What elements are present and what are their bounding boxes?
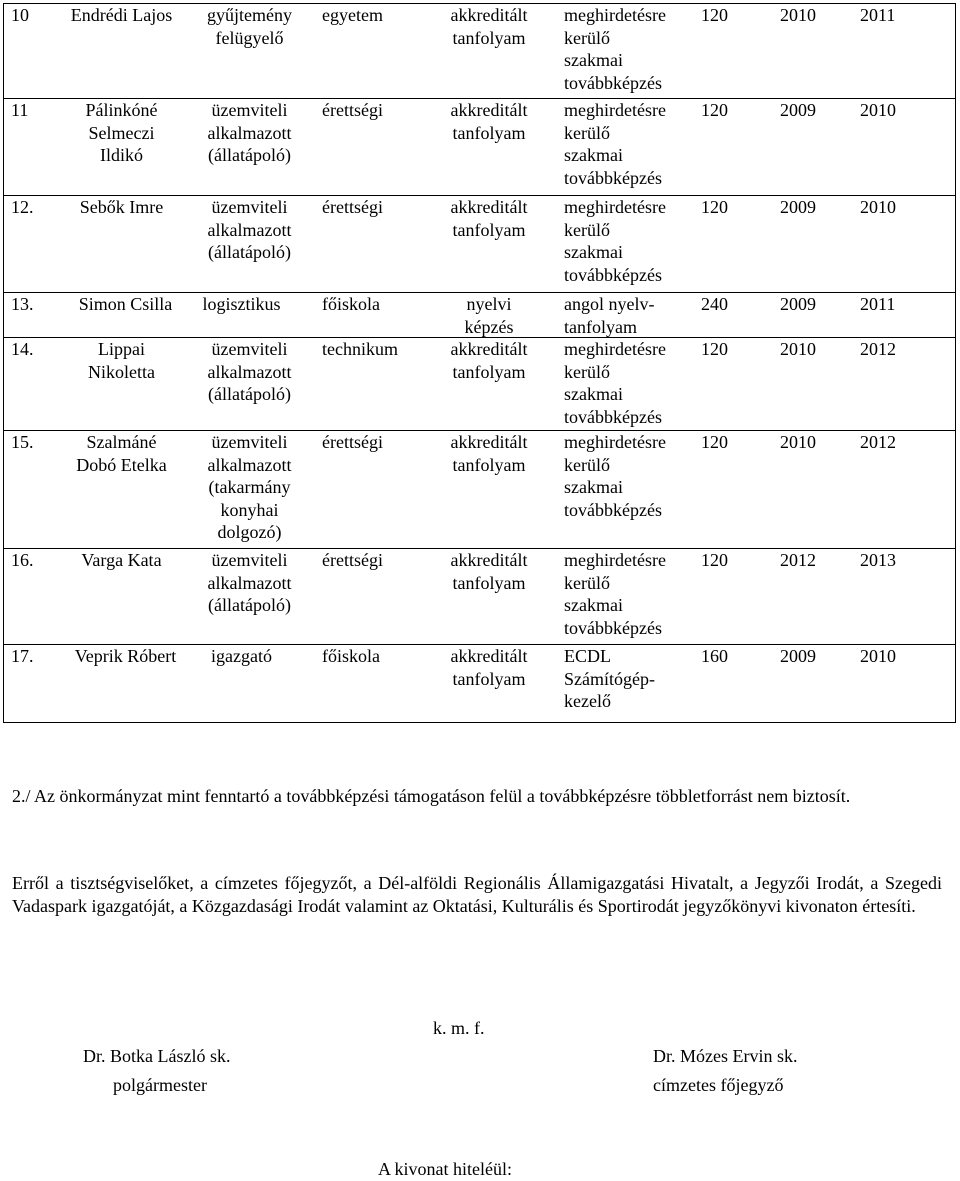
cell-line: akkreditált	[450, 5, 528, 25]
cell-line: üzemviteli	[211, 432, 288, 452]
cell-num	[11, 4, 29, 27]
cell-line: kerülő	[564, 454, 610, 475]
table-row-cell	[4, 549, 956, 645]
cell-line: ECDL	[564, 646, 611, 666]
cell-education	[322, 293, 380, 316]
cell-num	[11, 338, 34, 361]
cell-line: nyelvi	[466, 294, 512, 314]
cell-line: akkreditált	[450, 432, 528, 452]
cell-line: érettségi	[322, 100, 383, 120]
cell-line: meghirdetésre	[564, 197, 666, 217]
cell-program	[564, 431, 666, 521]
cell-hours: 160	[701, 646, 728, 666]
cell-line: gyűjtemény	[207, 5, 292, 25]
cell-line: meghirdetésre	[564, 339, 666, 359]
table-row	[4, 645, 956, 723]
cell-line: szakmai	[564, 145, 623, 165]
cell-name	[64, 196, 179, 219]
cell-name	[64, 431, 179, 476]
cell-hours: 120	[701, 197, 728, 217]
cell-line: Lippai	[98, 339, 145, 359]
cell-name	[64, 549, 179, 572]
cell-line: akkreditált	[450, 197, 528, 217]
cell-line: továbbképzés	[564, 72, 662, 93]
table-row	[4, 431, 956, 549]
cell-position	[197, 4, 302, 49]
cell-line: Dobó Etelka	[76, 454, 167, 475]
cell-line: üzemviteli	[211, 197, 288, 217]
cell-type	[434, 431, 544, 476]
cell-position	[197, 431, 302, 544]
cell-program	[564, 549, 666, 639]
cell-line: tanfolyam	[452, 572, 526, 593]
cell-line: igazgató	[211, 646, 272, 666]
cell-line: tanfolyam	[452, 668, 526, 689]
cell-line: kezelő	[564, 691, 611, 711]
cell-program	[564, 4, 666, 94]
cell-line: kerülő	[564, 572, 610, 593]
cell-start: 2012	[780, 550, 816, 570]
cell-line: üzemviteli	[211, 100, 288, 120]
cell-program	[564, 645, 655, 713]
cell-hours: 240	[701, 294, 728, 314]
cell-name	[64, 99, 179, 167]
cell-line: technikum	[322, 339, 398, 359]
cell-line: szakmai	[564, 595, 623, 615]
cell-end: 2010	[860, 100, 896, 120]
table-row	[4, 549, 956, 645]
cell-line: Veprik Róbert	[74, 646, 177, 666]
cell-position	[197, 196, 302, 264]
cell-line: továbbképzés	[564, 264, 662, 285]
cell-type	[434, 99, 544, 144]
cell-position	[197, 99, 302, 167]
cell-line: Selmeczi	[88, 122, 155, 143]
cell-line: Varga Kata	[81, 550, 162, 570]
cell-start: 2010	[780, 5, 816, 25]
table-row-cell	[4, 645, 956, 723]
cell-line: 13.	[11, 294, 34, 314]
cell-line: főiskola	[322, 294, 380, 314]
cell-education	[322, 431, 383, 454]
cell-num	[11, 99, 28, 122]
table-row-cell	[4, 293, 956, 338]
cell-line: alkalmazott	[207, 219, 292, 240]
cell-line: tanfolyam	[452, 454, 526, 475]
cell-line: meghirdetésre	[564, 432, 666, 452]
cell-line: kerülő	[564, 219, 610, 240]
cell-end: 2011	[860, 5, 896, 25]
cell-hours: 120	[701, 339, 728, 359]
table-row-cell	[4, 338, 956, 431]
table-row	[4, 99, 956, 196]
cell-position	[197, 549, 302, 617]
cell-line: szakmai	[564, 242, 623, 262]
cell-name	[64, 4, 179, 27]
signature-mayor-title: polgármester	[113, 1075, 207, 1095]
cell-line: (takarmány	[208, 477, 291, 497]
staff-training-table	[3, 3, 956, 723]
cell-line: (állatápoló)	[208, 595, 291, 615]
signature-mayor-name: Dr. Botka László sk.	[83, 1046, 231, 1066]
cell-line: Sebők Imre	[79, 197, 164, 217]
cell-line: logisztikus	[202, 294, 281, 314]
table-row	[4, 293, 956, 338]
cell-line: meghirdetésre	[564, 550, 666, 570]
cell-start: 2009	[780, 197, 816, 217]
cell-line: továbbképzés	[564, 499, 662, 520]
cell-line: 16.	[11, 550, 34, 570]
cell-end: 2012	[860, 339, 896, 359]
cell-type	[434, 293, 544, 338]
cell-name	[68, 293, 183, 316]
cell-type	[434, 338, 544, 383]
cell-start: 2009	[780, 294, 816, 314]
cell-line: akkreditált	[450, 550, 528, 570]
cell-type	[434, 549, 544, 594]
table-row	[4, 196, 956, 293]
cell-line: tanfolyam	[452, 361, 526, 382]
certification-line: A kivonat hiteléül:	[378, 1159, 512, 1179]
cell-position	[189, 293, 294, 316]
cell-program	[564, 196, 666, 286]
cell-line: konyhai	[220, 499, 279, 520]
kmf-mark: k. m. f.	[433, 1018, 485, 1038]
cell-line: tanfolyam	[452, 219, 526, 240]
cell-num	[11, 196, 34, 219]
cell-line: érettségi	[322, 432, 383, 452]
cell-line: 12.	[11, 197, 34, 217]
cell-education	[322, 645, 380, 668]
cell-line: szakmai	[564, 50, 623, 70]
cell-line: képzés	[464, 316, 514, 337]
cell-line: továbbképzés	[564, 617, 662, 638]
cell-program	[564, 293, 654, 338]
cell-line: továbbképzés	[564, 167, 662, 188]
cell-name	[68, 645, 183, 668]
table-row-cell	[4, 99, 956, 196]
table-row-cell	[4, 431, 956, 549]
cell-line: Nikoletta	[88, 361, 155, 382]
cell-education	[322, 196, 383, 219]
cell-line: kerülő	[564, 361, 610, 382]
cell-education	[322, 549, 383, 572]
cell-name	[64, 338, 179, 383]
cell-line: alkalmazott	[207, 122, 292, 143]
cell-line: Simon Csilla	[78, 294, 173, 314]
cell-line: egyetem	[322, 5, 383, 25]
cell-line: 11	[11, 100, 29, 120]
cell-line: alkalmazott	[207, 361, 292, 382]
cell-type	[434, 645, 544, 690]
paragraph-funding-statement: 2./ Az önkormányzat mint fenntartó a továbbképzési támogatáson felül a továbbképzésre többletforrást nem biztosít.	[12, 786, 851, 806]
cell-program	[564, 338, 666, 428]
cell-line: 15.	[11, 432, 34, 452]
cell-line: kerülő	[564, 122, 610, 143]
cell-position	[189, 645, 294, 668]
cell-program	[564, 99, 666, 189]
cell-start: 2010	[780, 339, 816, 359]
cell-position	[197, 338, 302, 406]
cell-end: 2011	[860, 294, 896, 314]
cell-line: 10	[11, 5, 29, 25]
cell-line: továbbképzés	[564, 406, 662, 427]
cell-line: akkreditált	[450, 646, 528, 666]
cell-line: akkreditált	[450, 100, 528, 120]
cell-line: Endrédi Lajos	[70, 5, 173, 25]
cell-start: 2009	[780, 100, 816, 120]
paragraph-notification: Erről a tisztségviselőket, a címzetes főjegyzőt, a Dél-alföldi Regionális Államigazgatási Hivatalt, a Jegyzői Irodát, a Szegedi Vadaspark igazgatóját, a Közgazdasági Irodát valamint az Oktatási, Kulturális és Sportirodát jegyzőkönyvi kivonaton értesíti.	[12, 873, 942, 916]
cell-hours: 120	[701, 550, 728, 570]
cell-line: (állatápoló)	[208, 145, 291, 165]
cell-line: Számítógép-	[564, 668, 655, 689]
cell-line: kerülő	[564, 27, 610, 48]
cell-education	[322, 4, 383, 27]
cell-hours: 120	[701, 432, 728, 452]
cell-line: dolgozó)	[217, 522, 282, 542]
cell-line: 14.	[11, 339, 34, 359]
cell-line: meghirdetésre	[564, 5, 666, 25]
cell-type	[434, 4, 544, 49]
cell-num	[11, 293, 34, 316]
cell-hours: 120	[701, 5, 728, 25]
cell-line: Ildikó	[100, 145, 143, 165]
cell-line: akkreditált	[450, 339, 528, 359]
cell-start: 2010	[780, 432, 816, 452]
table-row-cell	[4, 196, 956, 293]
cell-education	[322, 99, 383, 122]
cell-line: érettségi	[322, 550, 383, 570]
signature-notary-title: címzetes főjegyző	[653, 1075, 784, 1095]
cell-line: (állatápoló)	[208, 384, 291, 404]
cell-line: felügyelő	[215, 27, 284, 48]
cell-line: tanfolyam	[564, 316, 637, 337]
signature-notary-name: Dr. Mózes Ervin sk.	[653, 1046, 798, 1066]
cell-line: üzemviteli	[211, 550, 288, 570]
cell-line: tanfolyam	[452, 122, 526, 143]
cell-line: 17.	[11, 646, 34, 666]
cell-line: főiskola	[322, 646, 380, 666]
cell-line: Szalmáné	[86, 432, 157, 452]
cell-line: Pálinkóné	[85, 100, 158, 120]
cell-line: angol nyelv-	[564, 294, 655, 314]
cell-line: üzemviteli	[211, 339, 288, 359]
cell-end: 2010	[860, 197, 896, 217]
cell-line: szakmai	[564, 477, 623, 497]
cell-end: 2012	[860, 432, 896, 452]
cell-line: tanfolyam	[452, 27, 526, 48]
cell-line: alkalmazott	[207, 454, 292, 475]
cell-line: szakmai	[564, 384, 623, 404]
cell-num	[11, 431, 34, 454]
table-row	[4, 338, 956, 431]
cell-type	[434, 196, 544, 241]
cell-line: alkalmazott	[207, 572, 292, 593]
table-row	[4, 4, 956, 99]
cell-start: 2009	[780, 646, 816, 666]
cell-num	[11, 645, 34, 668]
table-row-cell	[4, 4, 956, 99]
cell-line: (állatápoló)	[208, 242, 291, 262]
cell-hours: 120	[701, 100, 728, 120]
cell-line: meghirdetésre	[564, 100, 666, 120]
cell-education	[322, 338, 398, 361]
cell-num	[11, 549, 34, 572]
cell-end: 2013	[860, 550, 896, 570]
cell-end: 2010	[860, 646, 896, 666]
cell-line: érettségi	[322, 197, 383, 217]
